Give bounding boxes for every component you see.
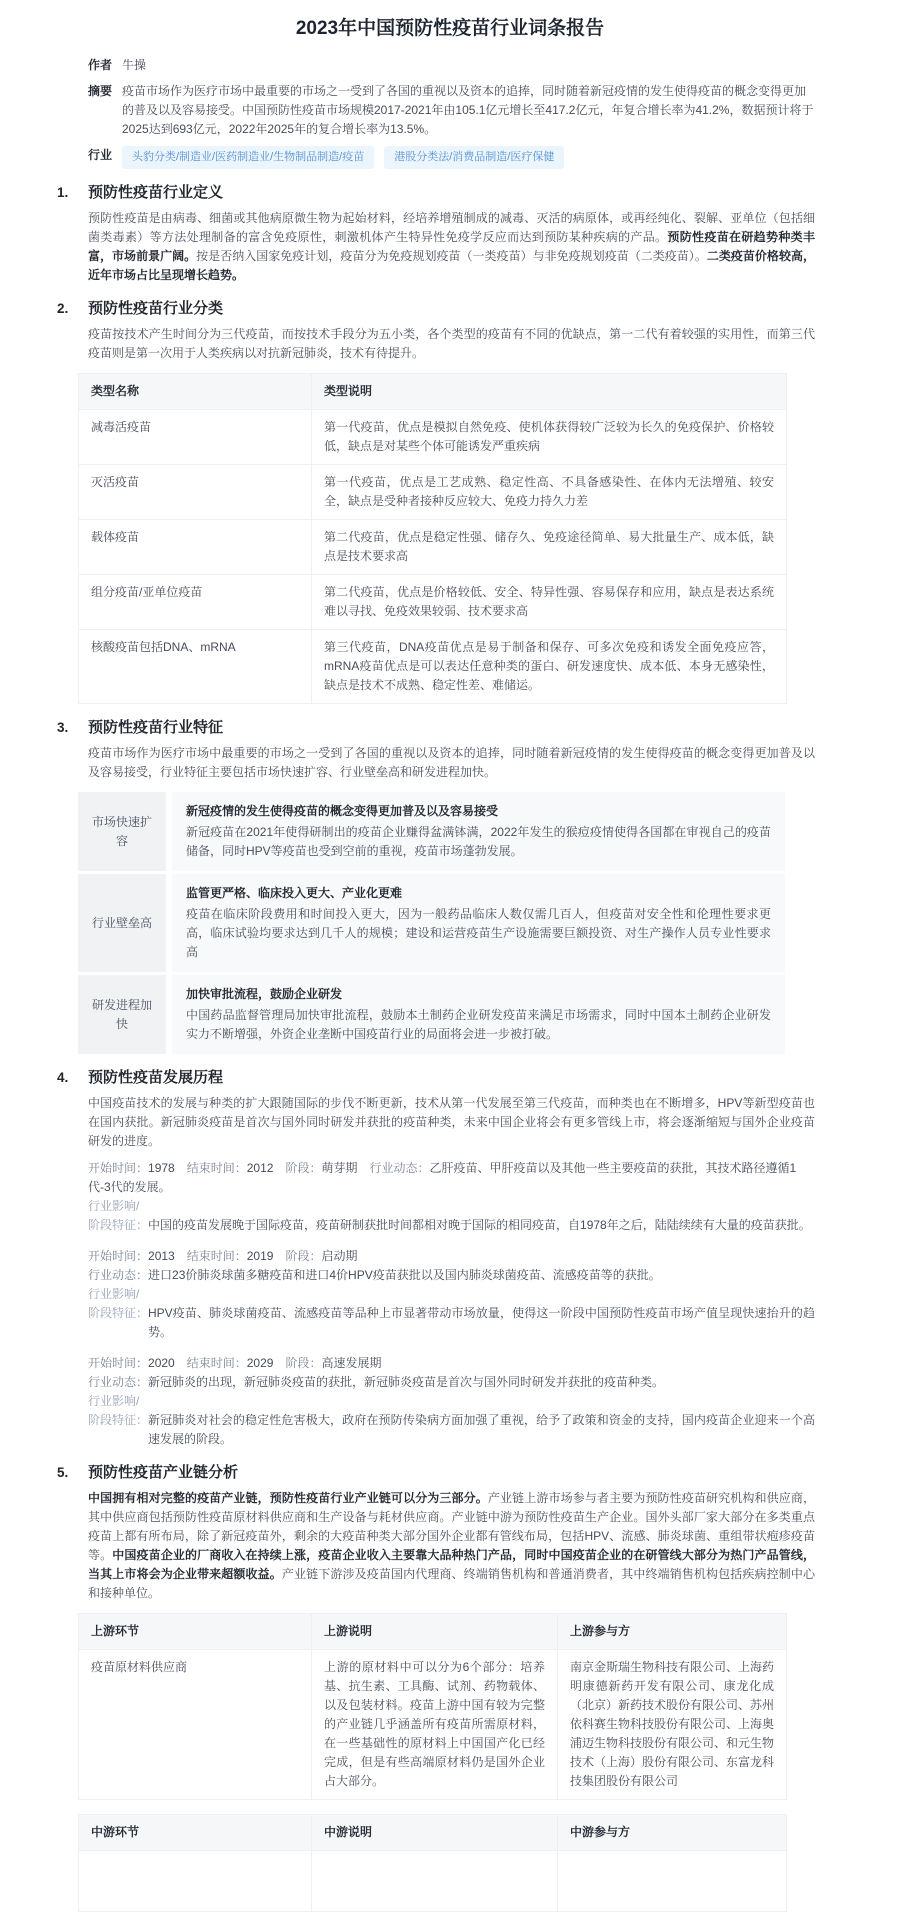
- section-title: 预防性疫苗行业特征: [88, 719, 224, 736]
- stage-feature-value: 中国的疫苗发展晚于国际疫苗，疫苗研制获批时间都相对晚于国际的相同疫苗，自1978年之后，陆陆续续有大量的疫苗获批。: [148, 1218, 811, 1232]
- dynamics-label: 行业动态：: [88, 1375, 149, 1389]
- dynamics-value: 进口23价肺炎球菌多糖疫苗和进口4价HPV疫苗获批以及国内肺炎球菌疫苗、流感疫苗等的获批。: [148, 1268, 661, 1282]
- cell-midstream-participants: [557, 1851, 786, 1911]
- cell-upstream-participants: 南京金斯瑞生物科技有限公司、上海药明康德新药开发有限公司、康龙化成（北京）新药技术股份有限公司、苏州依科赛生物科技股份有限公司、上海奥浦迈生物科技股份有限公司、和元生物技术（上海）股份有限公司、东富龙科技集团股份有限公司: [557, 1650, 786, 1799]
- abstract-text: 疫苗市场作为医疗市场中最重要的市场之一受到了各国的重视以及资本的追捧，同时随着新冠疫情的发生使得疫苗的概念变得更加的普及以及容易接受。中国预防性疫苗市场规模2017-2021年由105.1亿元增长至417.2亿元，年复合增长率为41.2%，数据预计将于2025达到693亿元，2022年2025年的复合增长率为13.5%。: [122, 84, 814, 136]
- start-time-value: 2013: [148, 1249, 175, 1263]
- section-characteristics: [57, 718, 815, 1054]
- author-value: 牛操: [122, 58, 147, 72]
- table-row: [79, 464, 786, 519]
- dynamics-label: 行业动态：: [369, 1161, 430, 1175]
- impact-label: 行业影响/: [88, 1199, 140, 1213]
- stage-label: 阶段：: [285, 1161, 322, 1175]
- feature-title: 新冠疫情的发生使得疫苗的概念变得更加普及以及容易接受: [186, 804, 499, 818]
- stage-value: 萌芽期: [321, 1161, 358, 1175]
- section-title: 预防性疫苗行业定义: [88, 184, 224, 201]
- text-run: 按是否纳入国家免疫计划，疫苗分为免疫规划疫苗（一类疫苗）与非免疫规划疫苗（二类疫苗）。: [196, 249, 707, 263]
- cell-type-name: 灭活疫苗: [91, 475, 140, 489]
- industry-tag-hk-classification[interactable]: 港股分类法/消费品制造/医疗保健: [384, 146, 564, 169]
- column-header-type-desc: 类型说明: [311, 374, 786, 409]
- dynamics-value: 新冠肺炎的出现，新冠肺炎疫苗的获批，新冠肺炎疫苗是首次与国外同时研发并获批的疫苗种类。: [148, 1375, 665, 1389]
- phase-block-1: [88, 1159, 815, 1235]
- feature-label: 市场快速扩容: [78, 792, 166, 871]
- section-paragraph: 中国疫苗技术的发展与种类的扩大跟随国际的步伐不断更新，技术从第一代发展至第三代疫苗，而种类也在不断增多，HPV等新型疫苗也在国内获批。新冠肺炎疫苗是首次与国外同时研发并获批的疫苗种类，未来中国企业将会有更多管线上市，将会逐渐缩短与国外企业疫苗研发的进度。: [88, 1096, 815, 1148]
- column-header-type-name: 类型名称: [91, 384, 140, 398]
- stage-value: 高速发展期: [321, 1356, 382, 1370]
- stage-label: 阶段：: [285, 1249, 322, 1263]
- stage-feature-label: 阶段特征：: [88, 1306, 149, 1320]
- cell-type-name: 载体疫苗: [91, 530, 140, 544]
- stage-value: 启动期: [321, 1249, 358, 1263]
- section-paragraph: [88, 1489, 815, 1603]
- author-row: [88, 56, 815, 75]
- phase-dynamics-line: [88, 1266, 815, 1285]
- end-time-label: 结束时间：: [186, 1249, 247, 1263]
- stage-feature-value: 新冠肺炎对社会的稳定性危害极大，政府在预防传染病方面加强了重视，给予了政策和资金的支持，国内疫苗企业迎来一个高速发展的阶段。: [148, 1413, 815, 1446]
- feature-row: [78, 792, 785, 871]
- section-number: 1.: [57, 185, 69, 200]
- phase-line: [88, 1247, 815, 1266]
- feature-body: [172, 874, 785, 972]
- cell-type-desc: 第二代疫苗，优点是价格较低、安全、特异性强、容易保存和应用，缺点是表达系统难以寻找、免疫效果较弱、技术要求高: [311, 575, 786, 629]
- section-heading-row: [57, 718, 815, 738]
- phase-list: [88, 1159, 815, 1449]
- section-heading-row: [57, 299, 815, 319]
- column-header-upstream-link: 上游环节: [91, 1624, 140, 1638]
- end-time-value: 2029: [246, 1356, 274, 1370]
- feature-text: 新冠疫苗在2021年使得研制出的疫苗企业赚得盆满钵满，2022年发生的猴痘疫情使得各国都在审视自己的疫苗储备，同时HPV等疫苗也受到空前的重视，疫苗市场蓬勃发展。: [186, 825, 771, 858]
- cell-type-name: 核酸疫苗包括DNA、mRNA: [91, 640, 236, 654]
- feature-title: 监管更严格、临床投入更大、产业化更难: [186, 886, 403, 900]
- cell-type-name: 减毒活疫苗: [91, 420, 152, 434]
- meta-block: [88, 56, 815, 169]
- feature-title: 加快审批流程，鼓励企业研发: [186, 987, 343, 1001]
- report-page: [0, 16, 900, 1916]
- table-row: [79, 1649, 786, 1799]
- feature-label: 行业壁垒高: [78, 874, 166, 972]
- abstract-label: 摘要: [88, 84, 113, 98]
- cell-type-desc: 第一代疫苗，优点是模拟自然免疫、使机体获得较广泛较为长久的免疫保护、价格较低，缺点是对某些个体可能诱发严重疾病: [311, 410, 786, 464]
- start-time-label: 开始时间：: [88, 1161, 149, 1175]
- section-number: 3.: [57, 720, 69, 735]
- industry-tag-list: [122, 146, 564, 169]
- section-heading-row: [57, 1463, 815, 1483]
- cell-type-desc: 第一代疫苗，优点是工艺成熟、稳定性高、不具备感染性、在体内无法增殖、较安全，缺点是受种者接种反应较大、免疫力持久力差: [311, 465, 786, 519]
- start-time-label: 开始时间：: [88, 1249, 149, 1263]
- column-header-midstream-link: 中游环节: [91, 1825, 140, 1839]
- midstream-table: [78, 1814, 787, 1912]
- dynamics-value: 乙肝疫苗、甲肝疫苗以及其他一些主要疫苗的获批，其技术路径遵循1代-3代的发展。: [88, 1161, 797, 1194]
- start-time-label: 开始时间：: [88, 1356, 149, 1370]
- section-number: 5.: [57, 1465, 69, 1480]
- phase-feature-line: [88, 1216, 815, 1235]
- phase-dynamics-line: [88, 1373, 815, 1392]
- bold-run: 预防性疫苗在研趋势种类丰富，市场前景广阔。: [88, 230, 815, 263]
- cell-type-desc: 第二代疫苗，优点是稳定性强、储存久、免疫途径简单、易大批量生产、成本低，缺点是技术要求高: [311, 520, 786, 574]
- text-run: 预防性疫苗是由病毒、细菌或其他病原微生物为起始材料，经培养增殖制成的减毒、灭活的病原体，或再经纯化、裂解、亚单位（包括细菌类毒素）等方法处理制备的富含免疫原性，刺激机体产生特异性免疫学反应而达到预防某种疾病的产品。: [88, 211, 815, 244]
- vaccine-type-table: [78, 373, 787, 704]
- end-time-label: 结束时间：: [186, 1161, 247, 1175]
- table-header-row: [79, 1815, 786, 1850]
- feature-label: 研发进程加快: [78, 975, 166, 1054]
- stage-label: 阶段：: [285, 1356, 322, 1370]
- feature-row: [78, 975, 785, 1054]
- phase-line: [88, 1159, 815, 1197]
- table-row: [79, 629, 786, 703]
- section-heading-row: [57, 183, 815, 203]
- section-number: 4.: [57, 1070, 69, 1085]
- section-number: 2.: [57, 301, 69, 316]
- bold-run: 二类疫苗价格较高，近年市场占比呈现增长趋势。: [88, 249, 815, 282]
- stage-feature-label: 阶段特征：: [88, 1218, 149, 1232]
- table-row: [79, 574, 786, 629]
- upstream-table: [78, 1613, 787, 1800]
- cell-midstream-desc: [311, 1851, 557, 1911]
- phase-feature-line: [88, 1411, 815, 1449]
- table-row-partial: [79, 1850, 786, 1911]
- column-header-midstream-participants: 中游参与方: [557, 1815, 786, 1850]
- bold-run: 中国疫苗企业的厂商收入在持续上涨，疫苗企业收入主要靠大品种热门产品，同时中国疫苗企业的在研管线大部分为热门产品管线，当其上市将会为企业带来超额收益。: [88, 1548, 815, 1581]
- cell-type-desc: 第三代疫苗，DNA疫苗优点是易于制备和保存、可多次免疫和诱发全面免疫应答，mRNA疫苗优点是可以表达任意种类的蛋白、研发速度快、成本低、本身无感染性，缺点是技术不成熟、稳定性差、难储运。: [311, 630, 786, 703]
- page-title: 2023年中国预防性疫苗行业词条报告: [295, 18, 605, 39]
- phase-feature-line: [88, 1304, 815, 1342]
- section-paragraph: [88, 209, 815, 285]
- impact-label: 行业影响/: [88, 1287, 140, 1301]
- table-header-row: [79, 374, 786, 409]
- feature-body: [172, 792, 785, 871]
- section-history: [57, 1068, 815, 1449]
- column-header-upstream-desc: 上游说明: [311, 1614, 557, 1649]
- bottom-spacer: [0, 1912, 900, 1916]
- start-time-value: 2020: [148, 1356, 175, 1370]
- section-title: 预防性疫苗产业链分析: [88, 1464, 239, 1481]
- section-classification: [57, 299, 815, 704]
- abstract-row: [88, 82, 815, 139]
- phase-line: [88, 1354, 815, 1373]
- section-title: 预防性疫苗发展历程: [88, 1069, 224, 1086]
- industry-label: 行业: [88, 148, 113, 162]
- bold-run: 中国拥有相对完整的疫苗产业链，预防性疫苗行业产业链可以分为三部分。: [88, 1491, 488, 1505]
- industry-row: [88, 146, 815, 169]
- table-row: [79, 519, 786, 574]
- table-row: [79, 409, 786, 464]
- start-time-value: 1978: [148, 1161, 175, 1175]
- feature-row: [78, 874, 785, 972]
- feature-table: [78, 792, 785, 1054]
- cell-upstream-link: 疫苗原材料供应商: [91, 1660, 188, 1674]
- end-time-label: 结束时间：: [186, 1356, 247, 1370]
- section-industry-chain: [57, 1463, 815, 1912]
- stage-feature-label: 阶段特征：: [88, 1413, 149, 1427]
- feature-body: [172, 975, 785, 1054]
- section-title: 预防性疫苗行业分类: [88, 300, 224, 317]
- impact-label: 行业影响/: [88, 1394, 140, 1408]
- author-label: 作者: [88, 58, 113, 72]
- industry-tag-classification[interactable]: 头豹分类/制造业/医药制造业/生物制品制造/疫苗: [122, 146, 374, 169]
- end-time-value: 2019: [246, 1249, 274, 1263]
- text-run: 产业链下游涉及疫苗国内代理商、终端销售机构和普通消费者，其中终端销售机构包括疾病控制中心和接种单位。: [88, 1567, 815, 1600]
- stage-feature-value: HPV疫苗、肺炎球菌疫苗、流感疫苗等品种上市显著带动市场放量，使得这一阶段中国预防性疫苗市场产值呈现快速抬升的趋势。: [148, 1306, 815, 1339]
- cell-midstream-link: [79, 1851, 311, 1911]
- phase-block-3: [88, 1354, 815, 1449]
- end-time-value: 2012: [246, 1161, 274, 1175]
- feature-text: 疫苗在临床阶段费用和时间投入更大，因为一般药品临床人数仅需几百人，但疫苗对安全性和伦理性要求更高，临床试验均要求达到几千人的规模；建设和运营疫苗生产设施需要巨额投资、对生产操作人员专业性要求高: [186, 907, 771, 959]
- table-header-row: [79, 1614, 786, 1649]
- phase-block-2: [88, 1247, 815, 1342]
- section-definition: [57, 183, 815, 285]
- section-heading-row: [57, 1068, 815, 1088]
- cell-type-name: 组分疫苗/亚单位疫苗: [91, 585, 203, 599]
- cell-upstream-desc: 上游的原材料中可以分为6个部分：培养基、抗生素、工具酶、试剂、药物载体、以及包装材料。疫苗上游中国有较为完整的产业链几乎涵盖所有疫苗所需原材料，在一些基础性的原材料上中国国产化已经完成，但是有些高端原材料仍是国外企业占大部分。: [311, 1650, 557, 1799]
- column-header-upstream-participants: 上游参与方: [557, 1614, 786, 1649]
- column-header-midstream-desc: 中游说明: [311, 1815, 557, 1850]
- section-paragraph: 疫苗按技术产生时间分为三代疫苗，而按技术手段分为五小类，各个类型的疫苗有不同的优缺点，第一二代有着较强的实用性，而第三代疫苗则是第一次用于人类疾病以对抗新冠肺炎，技术有待提升。: [88, 327, 815, 360]
- dynamics-label: 行业动态：: [88, 1268, 149, 1282]
- feature-text: 中国药品监督管理局加快审批流程，鼓励本土制药企业研发疫苗来满足市场需求，同时中国本土制药企业研发实力不断增强，外资企业垄断中国疫苗行业的局面将会进一步被打破。: [186, 1008, 771, 1041]
- text-run: 产业链上游市场参与者主要为预防性疫苗研究机构和供应商，其中供应商包括预防性疫苗原材料供应商和生产设备与耗材供应商。产业链中游为预防性疫苗生产企业。国外头部厂家大部分在多类重点疫苗上都有所布局，除了新冠疫苗外，剩余的大疫苗种类大部分国外企业都有管线布局，包括HPV、流感、肺炎球菌、重组带状疱疹疫苗等。: [88, 1491, 815, 1562]
- section-paragraph: 疫苗市场作为医疗市场中最重要的市场之一受到了各国的重视以及资本的追捧，同时随着新冠疫情的发生使得疫苗的概念变得更加普及以及容易接受，行业特征主要包括市场快速扩容、行业壁垒高和研发进程加快。: [88, 746, 815, 779]
